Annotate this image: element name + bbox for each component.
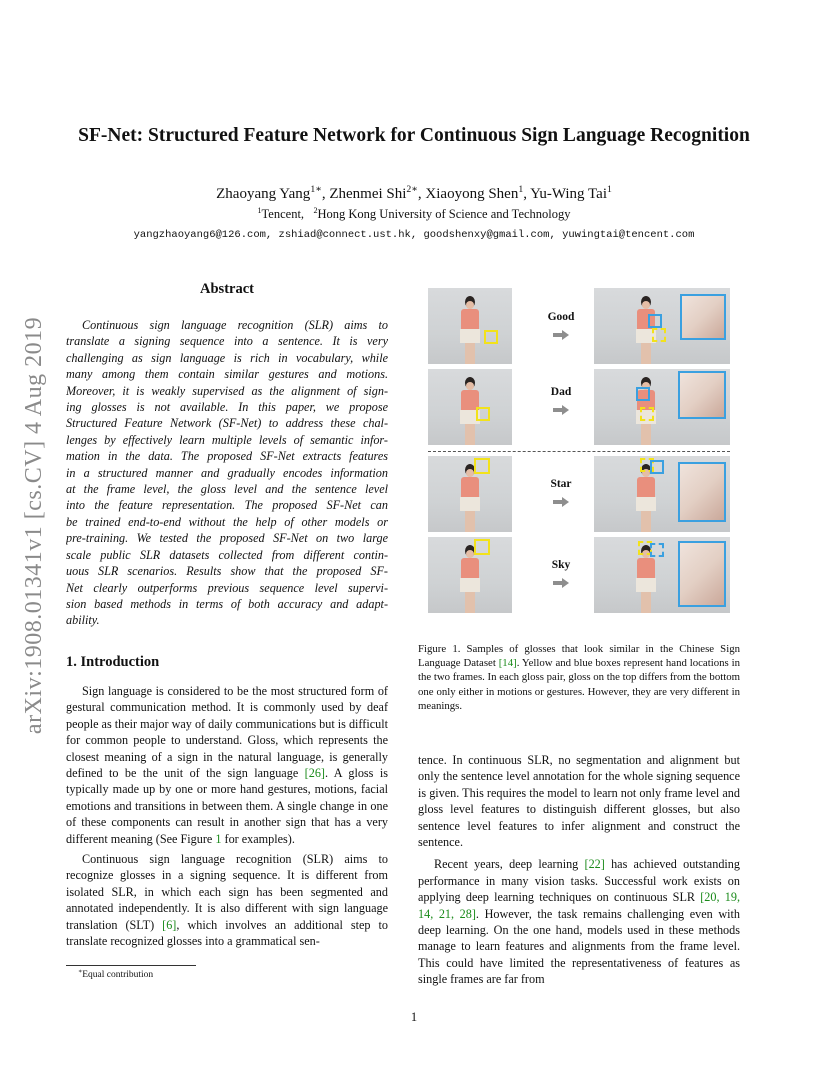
affil-sup: 2 [313, 205, 318, 215]
blue-hand-box [650, 460, 664, 474]
abstract-line: ability. [66, 613, 100, 628]
affiliations [0, 207, 828, 222]
affil-name: Tencent, [261, 207, 305, 221]
frame-photo [594, 456, 730, 532]
abstract-line: lenges by effectively learn multiple levels of semantic infor- [66, 432, 388, 447]
abstract-heading: Abstract [200, 281, 254, 297]
abstract-line: Structured Feature Network (SF-Net) to address these chal- [66, 416, 388, 431]
text-run: . However, the task remains challenging even with deep learning. On the one hand, models used in these methods manage to learn features and alignments from the frame level. This could have limited the representativeness of features as single frames are far from [418, 906, 741, 987]
abstract-line: at the frame level, the gloss level and the sentence level [66, 482, 388, 497]
figure-divider [428, 451, 730, 452]
text-run: Continuous sign language recognition (SLR) aims to recognize glosses in a signing sequence. It is different from isolated SLR, in which each sign has been segmented and annotated independently. It is also different with sign language translation (SLT) [66, 852, 388, 932]
text-run: . Yellow and blue boxes represent hand locations in the two frames. In each gloss pair, gloss on the top differs from the bottom one only either in motions or gestures. However, they are very different in meanings. [418, 657, 741, 712]
arxiv-id: arXiv:1908.01341v1 [cs.CV] 4 Aug 2019 [21, 316, 48, 734]
figure-1 [428, 288, 730, 616]
blue-hand-box [648, 314, 662, 328]
footnote [78, 970, 153, 980]
right-column-body [418, 752, 740, 988]
author-name: Xiaoyong Shen [425, 186, 519, 202]
zoom-inset [680, 294, 726, 340]
abstract-line: mation in the data. The proposed SF-Net extracts features [66, 449, 388, 464]
text-run: Figure 1. Samples of glosses that look similar in the Chinese Sign Language Dataset [418, 643, 740, 670]
signer-figure [460, 545, 480, 613]
author-emails: yangzhaoyang6@126.com, zshiad@connect.ust.hk, goodshenxy@gmail.com, yuwingtai@tencent.com [133, 229, 695, 241]
citation-link[interactable]: [22] [584, 857, 605, 872]
author-sep: , [523, 186, 531, 202]
frame-photo [428, 537, 512, 613]
gloss-label: Dad [550, 386, 572, 398]
yellow-hand-box [474, 539, 490, 555]
abstract-line: sion based methods in terms of both accuracy and adapt- [66, 596, 388, 611]
abstract-line: challenging as sign language is rich in vocabulary, while [66, 350, 388, 365]
frame-photo [594, 369, 730, 445]
intro-paragraph-1 [66, 683, 388, 847]
zoom-inset [678, 462, 726, 522]
abstract-line: many among them contain similar gestures and motions. [66, 367, 388, 382]
author-sep: , [321, 186, 330, 202]
yellow-hand-box [640, 407, 654, 421]
paragraph: tence. In continuous SLR, no segmentation and alignment but only the sentence level annotation for the whole signing sequence is given. This requires the model to learn not only frame level and gloss level features to distinguish different glosses, but also sentence level features to infer alignment and construct the sentence. [418, 753, 740, 850]
intro-heading: 1. Introduction [66, 654, 160, 670]
text-run: Sign language is considered to be the most structured form of gestural communication method. It is commonly used by deaf people as their major way of daily communications but is difficult for common people to understand. Gloss, which represents the closest meaning of a sign in the natural language, is generally defined to be the unit of the sign language [66, 684, 388, 781]
abstract-line: be trained end-to-end without the help of other models or [66, 514, 388, 529]
gloss-label: Sky [551, 559, 571, 571]
yellow-hand-box [484, 330, 498, 344]
footnote-rule [66, 965, 196, 966]
abstract-line: Continuous sign language recognition (SLR) aims to [82, 318, 388, 332]
abstract-body [66, 317, 388, 629]
abstract-line: in a structured manner and gradually encodes information [66, 465, 388, 480]
arrow-right-icon [553, 497, 569, 507]
citation-link[interactable]: [20, 19, 14, 21, 28] [418, 890, 740, 921]
arrow-right-icon [553, 405, 569, 415]
zoom-inset [678, 541, 726, 607]
text-run: , which involves an additional step to translate recognized glosses into a grammatical sen- [66, 917, 388, 949]
author-sup: 1∗ [310, 184, 322, 195]
intro-paragraph-2 [66, 851, 388, 949]
paper-title: SF-Net: Structured Feature Network for Continuous Sign Language Recognition [78, 125, 750, 146]
affil-name: Hong Kong University of Science and Technology [317, 207, 571, 221]
frame-photo [428, 369, 512, 445]
paragraph [418, 856, 740, 987]
abstract-line: uous SLR scenarios. Results show that the proposed SF- [66, 564, 388, 579]
footnote-mark: ∗ [78, 968, 83, 975]
arrow-right-icon [553, 330, 569, 340]
frame-photo [428, 288, 512, 364]
intro-body [66, 683, 388, 950]
text-run: . A gloss is typically made up by one or more hand gestures, motions, facial emotions and transitions in between them. A single change in one of these components can result in another sign that has a very different meaning (See Figure [66, 766, 388, 846]
zoom-inset [678, 371, 726, 419]
figure-ref-link[interactable]: 1 [215, 831, 222, 846]
caption-text [418, 642, 740, 713]
text-run: for examples). [221, 831, 295, 846]
author-name: Zhenmei Shi [329, 186, 407, 202]
citation-link[interactable]: [6] [162, 917, 177, 932]
text-run: Recent years, deep learning [434, 857, 585, 872]
gloss-label: Good [547, 311, 575, 323]
author-list [0, 186, 828, 203]
author-sep: , [417, 186, 426, 202]
figure-caption [418, 642, 740, 713]
frame-photo [594, 537, 730, 613]
affil-sup: 1 [257, 205, 262, 215]
author-name: Zhaoyang Yang [216, 186, 311, 202]
author-name: Yu-Wing Tai [530, 186, 607, 202]
abstract-line: pre-training. We tested the proposed SF-Net on two large [66, 531, 388, 546]
signer-figure [460, 464, 480, 532]
frame-photo [594, 288, 730, 364]
yellow-hand-box [476, 407, 490, 421]
frame-photo [428, 456, 512, 532]
citation-link[interactable]: [26] [304, 766, 325, 781]
author-sup: 1 [606, 184, 612, 195]
citation-link[interactable]: [14] [498, 657, 517, 670]
signer-figure [460, 296, 480, 364]
gloss-label: Star [550, 478, 572, 490]
abstract-line: ing glosses is not available. In this paper, we propose [66, 400, 388, 415]
page-number: 1 [410, 1010, 418, 1024]
footnote-text: Equal contribution [82, 970, 154, 980]
abstract-line: translate a signing sequence into a sentence. It is very [66, 334, 388, 349]
blue-hand-box [636, 387, 650, 401]
arrow-right-icon [553, 578, 569, 588]
arxiv-stamp [13, 290, 57, 760]
yellow-hand-box [652, 328, 666, 342]
abstract-line: Net clearly outperforms previous sequence level supervi- [66, 580, 388, 595]
blue-hand-box [650, 543, 664, 557]
abstract-line: Moreover, it is weakly supervised as the alignment of sign- [66, 383, 388, 398]
signer-figure [636, 464, 656, 532]
yellow-hand-box [474, 458, 490, 474]
abstract-line: scale public SLR datasets collected from different contin- [66, 547, 388, 562]
author-sup: 2∗ [406, 184, 418, 195]
text-run: has achieved outstanding performance in many vision tasks. Successful work exists on applying deep learning techniques on continuous SLR [418, 857, 740, 905]
abstract-line: into the feature representation. The proposed SF-Net can [66, 498, 388, 513]
author-sup: 1 [518, 184, 524, 195]
